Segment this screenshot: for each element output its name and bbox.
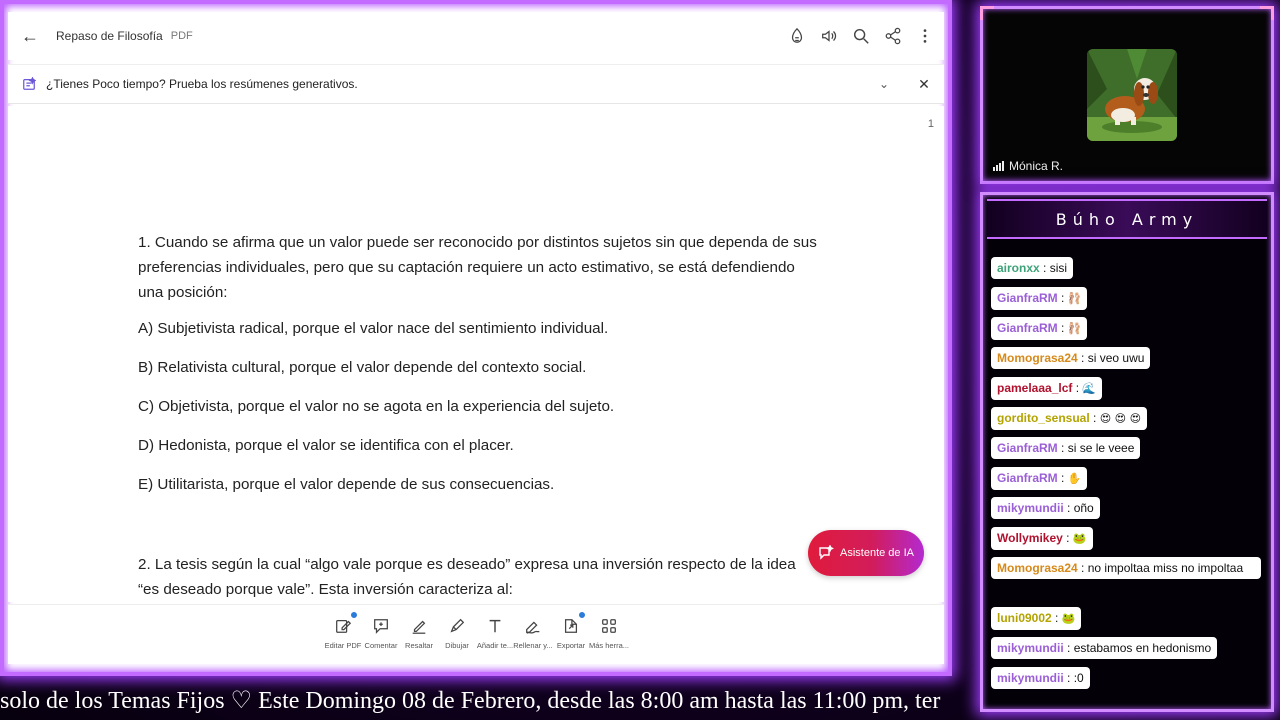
chat-username: Momograsa24 xyxy=(997,561,1078,575)
chat-text: : xyxy=(1061,321,1068,335)
bottom-toolbar xyxy=(8,604,944,664)
new-badge xyxy=(350,611,358,619)
chat-username: Wollymikey xyxy=(997,531,1063,545)
document-type-label: PDF xyxy=(170,30,193,42)
speaker-icon[interactable] xyxy=(818,25,840,47)
ballet-shoes-emoji: 🩰 xyxy=(1067,292,1082,305)
chat-message xyxy=(991,557,1261,579)
chat-username: pamelaaa_lcf xyxy=(997,381,1073,395)
frog-emoji: 🐸 xyxy=(1061,612,1076,625)
tool-label: Resaltar xyxy=(405,641,433,650)
tool-label: Exportar xyxy=(556,641,586,650)
chat-panel xyxy=(980,192,1274,712)
chat-username: GianfraRM xyxy=(997,471,1058,485)
tool-label: Editar PDF xyxy=(324,641,362,650)
text-icon xyxy=(486,617,504,635)
chat-username: Momograsa24 xyxy=(997,351,1078,365)
highlight-icon xyxy=(410,617,428,635)
chat-text: : xyxy=(1093,411,1100,425)
chat-username: aironxx xyxy=(997,261,1040,275)
chat-message xyxy=(991,607,1081,630)
banner-text: ¿Tienes Poco tiempo? Prueba los resúmenes generativos. xyxy=(46,77,358,91)
new-badge xyxy=(578,611,586,619)
read-mode-icon[interactable] xyxy=(786,25,808,47)
tool-label: Rellenar y... xyxy=(513,641,553,650)
chat-username: mikymundii xyxy=(997,671,1064,685)
draw-icon xyxy=(448,617,466,635)
chat-text: : :0 xyxy=(1067,671,1084,685)
frog-emoji: 🐸 xyxy=(1072,532,1087,545)
edit-pdf-icon xyxy=(334,617,352,635)
chat-text: : sisi xyxy=(1043,261,1068,275)
option-b: B) Relativista cultural, porque el valor depende del contexto social. xyxy=(138,359,587,376)
option-d: D) Hedonista, porque el valor se identifica con el placer. xyxy=(138,437,514,454)
tool-label: Más herra... xyxy=(589,641,630,650)
more-options-icon[interactable] xyxy=(914,25,936,47)
share-icon[interactable] xyxy=(882,25,904,47)
chat-text: : xyxy=(1061,471,1068,485)
participant-name: Mónica R. xyxy=(1009,159,1064,173)
chat-message xyxy=(991,667,1090,689)
tool-comment[interactable] xyxy=(362,605,400,664)
heart-eyes-emoji: 😍 😍 😍 xyxy=(1099,412,1142,425)
chat-title: Búho Army xyxy=(1055,209,1199,229)
export-icon xyxy=(562,617,580,635)
signal-strength-icon xyxy=(993,161,1004,171)
chat-text: : si se le veee xyxy=(1061,441,1135,455)
chat-username: GianfraRM xyxy=(997,441,1058,455)
scrolling-ticker xyxy=(0,682,952,720)
chat-text: : no impoltaa miss no impoltaa xyxy=(1081,561,1244,575)
chat-message xyxy=(991,257,1073,279)
question-1: 1. Cuando se afirma que un valor puede ser reconocido por distintos sujetos sin que dependa de sus preferencias individuales, pero que su captación requiere un acto estimativo, se está defendiendo una posición: xyxy=(138,234,817,301)
chat-text: : oño xyxy=(1067,501,1094,515)
chat-text: : si veo uwu xyxy=(1081,351,1145,365)
option-a: A) Subjetivista radical, porque el valor nace del sentimiento individual. xyxy=(138,320,609,337)
chat-message xyxy=(991,287,1087,310)
frame-corner xyxy=(980,6,994,20)
chat-header xyxy=(987,199,1267,239)
hand-emoji: ✋ xyxy=(1067,472,1082,485)
generative-summary-banner xyxy=(8,64,944,104)
chat-username: GianfraRM xyxy=(997,291,1058,305)
back-arrow-icon[interactable]: ← xyxy=(21,25,39,46)
tool-export[interactable] xyxy=(552,605,590,664)
ai-assistant-button[interactable] xyxy=(808,530,924,576)
chat-username: GianfraRM xyxy=(997,321,1058,335)
tool-label: Añadir te... xyxy=(476,641,514,650)
chat-message xyxy=(991,317,1087,340)
apps-grid-icon xyxy=(600,617,618,635)
chat-text: : xyxy=(1061,291,1068,305)
chat-username: gordito_sensual xyxy=(997,411,1090,425)
chat-message xyxy=(991,377,1102,400)
frame-corner xyxy=(1260,6,1274,20)
document-title: Repaso de Filosofía xyxy=(56,29,163,43)
participant-name-tag xyxy=(993,159,1063,173)
option-c: C) Objetivista, porque el valor no se agota en la experiencia del sujeto. xyxy=(138,398,615,415)
pdf-top-bar xyxy=(8,12,944,60)
comment-icon xyxy=(372,617,390,635)
chat-message xyxy=(991,497,1100,519)
summary-icon xyxy=(22,77,36,91)
ballet-shoes-emoji: 🩰 xyxy=(1067,322,1082,335)
pdf-page xyxy=(8,106,944,602)
webcam-panel xyxy=(980,6,1274,184)
ticker-text: solo de los Temas Fijos ♡ Este Domingo 08 de Febrero, desde las 8:00 am hasta las 11:00 pm, ter xyxy=(0,688,941,714)
chevron-down-icon[interactable]: ⌄ xyxy=(878,77,890,91)
tool-more-tools[interactable] xyxy=(590,605,628,664)
page-number: 1 xyxy=(927,118,934,130)
tool-highlight[interactable] xyxy=(400,605,438,664)
chat-message xyxy=(991,407,1147,430)
chat-message xyxy=(991,467,1087,490)
tool-fill-sign[interactable] xyxy=(514,605,552,664)
chat-username: mikymundii xyxy=(997,641,1064,655)
chat-message xyxy=(991,637,1217,659)
chat-text: : xyxy=(1066,531,1073,545)
chat-text: : xyxy=(1055,611,1062,625)
wave-emoji: 🌊 xyxy=(1082,382,1097,395)
chat-text: : xyxy=(1075,381,1083,395)
tool-label: Comentar xyxy=(364,641,398,650)
tool-draw[interactable] xyxy=(438,605,476,664)
chat-message xyxy=(991,437,1140,459)
chat-username: luni09002 xyxy=(997,611,1052,625)
question-2: 2. La tesis según la cual “algo vale porque es deseado” expresa una inversión respecto de la idea “es deseado porque vale”. Esta inversión caracteriza al: xyxy=(138,556,796,598)
chat-message xyxy=(991,347,1150,369)
dog-avatar xyxy=(1087,49,1177,141)
tool-add-text[interactable] xyxy=(476,605,514,664)
chat-message xyxy=(991,527,1093,550)
chat-username: mikymundii xyxy=(997,501,1064,515)
close-icon[interactable]: ✕ xyxy=(918,75,930,92)
chat-text: : estabamos en hedonismo xyxy=(1067,641,1212,655)
tool-edit-pdf[interactable] xyxy=(324,605,362,664)
option-e: E) Utilitarista, porque el valor depende de sus consecuencias. xyxy=(138,476,555,493)
fill-sign-icon xyxy=(524,617,542,635)
ai-assistant-label: Asistente de IA xyxy=(840,547,914,559)
search-icon[interactable] xyxy=(850,25,872,47)
tool-label: Dibujar xyxy=(445,641,469,650)
ai-assistant-icon xyxy=(818,545,834,561)
